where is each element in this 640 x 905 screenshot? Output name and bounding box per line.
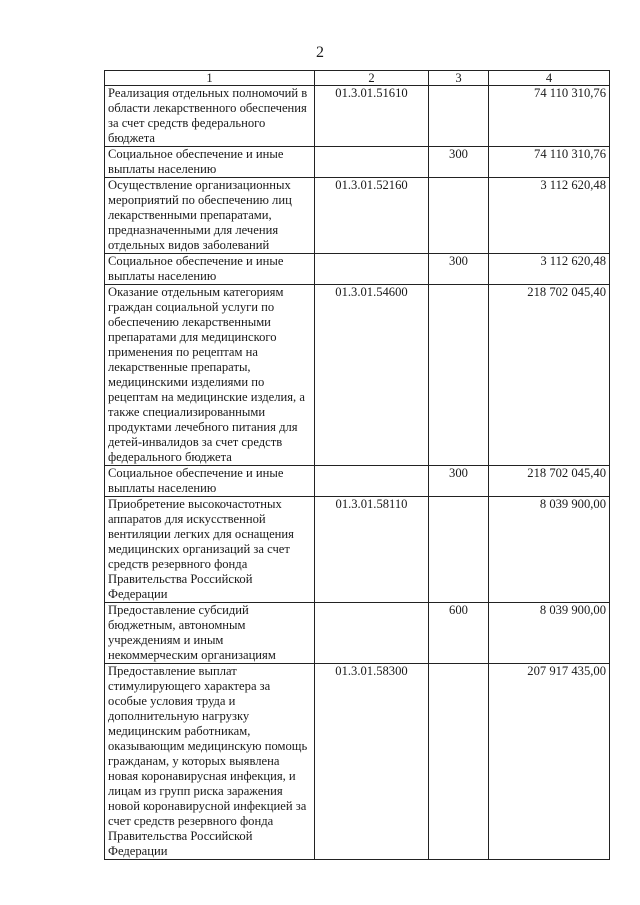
row-name: Социальное обеспечение и иные выплаты населению bbox=[105, 466, 315, 497]
page-number: 2 bbox=[316, 44, 324, 61]
row-amount: 218 702 045,40 bbox=[489, 285, 610, 466]
budget-table bbox=[104, 70, 610, 860]
row-name: Социальное обеспечение и иные выплаты населению bbox=[105, 254, 315, 285]
row-expense-type: 300 bbox=[429, 466, 489, 497]
column-header-1: 1 bbox=[105, 71, 315, 86]
row-code: 01.3.01.52160 bbox=[315, 178, 429, 254]
column-header-3: 3 bbox=[429, 71, 489, 86]
row-code bbox=[315, 147, 429, 178]
table-row bbox=[105, 497, 610, 603]
table-row bbox=[105, 285, 610, 466]
row-amount: 207 917 435,00 bbox=[489, 664, 610, 860]
row-amount: 8 039 900,00 bbox=[489, 603, 610, 664]
row-code bbox=[315, 466, 429, 497]
row-expense-type bbox=[429, 664, 489, 860]
row-expense-type bbox=[429, 86, 489, 147]
row-amount: 3 112 620,48 bbox=[489, 254, 610, 285]
column-header-4: 4 bbox=[489, 71, 610, 86]
row-name: Реализация отдельных полномочий в области лекарственного обеспечения за счет средств федерального бюджета bbox=[105, 86, 315, 147]
row-name: Предоставление выплат стимулирующего характера за особые условия труда и дополнительную нагрузку медицинским работникам, оказывающим медицинскую помощь гражданам, у которых выявлена новая коронавирусная инфекция, и лицам из групп риска заражения новой коронавирусной инфекцией за счет средств резервного фонда Правительства Российской Федерации bbox=[105, 664, 315, 860]
row-name: Социальное обеспечение и иные выплаты населению bbox=[105, 147, 315, 178]
row-code bbox=[315, 254, 429, 285]
row-name: Предоставление субсидий бюджетным, автономным учреждениям и иным некоммерческим организациям bbox=[105, 603, 315, 664]
row-amount: 8 039 900,00 bbox=[489, 497, 610, 603]
table-row bbox=[105, 664, 610, 860]
row-expense-type bbox=[429, 497, 489, 603]
row-amount: 3 112 620,48 bbox=[489, 178, 610, 254]
table-row bbox=[105, 603, 610, 664]
row-name: Оказание отдельным категориям граждан социальной услуги по обеспечению лекарственными препаратами для медицинского применения по рецептам на лекарственные препараты, медицинскими изделиями по рецептам на медицинские изделия, а также специализированными продуктами лечебного питания для детей-инвалидов за счет средств федерального бюджета bbox=[105, 285, 315, 466]
column-header-2: 2 bbox=[315, 71, 429, 86]
row-amount: 218 702 045,40 bbox=[489, 466, 610, 497]
row-expense-type: 600 bbox=[429, 603, 489, 664]
row-code: 01.3.01.58300 bbox=[315, 664, 429, 860]
row-expense-type bbox=[429, 178, 489, 254]
row-expense-type bbox=[429, 285, 489, 466]
row-code: 01.3.01.58110 bbox=[315, 497, 429, 603]
table-row bbox=[105, 178, 610, 254]
row-expense-type: 300 bbox=[429, 254, 489, 285]
row-code: 01.3.01.51610 bbox=[315, 86, 429, 147]
row-amount: 74 110 310,76 bbox=[489, 147, 610, 178]
table-row bbox=[105, 254, 610, 285]
table-row bbox=[105, 86, 610, 147]
row-code: 01.3.01.54600 bbox=[315, 285, 429, 466]
row-name: Осуществление организационных мероприятий по обеспечению лиц лекарственными препаратами, предназначенными для лечения отдельных видов заболеваний bbox=[105, 178, 315, 254]
row-amount: 74 110 310,76 bbox=[489, 86, 610, 147]
row-expense-type: 300 bbox=[429, 147, 489, 178]
table-row bbox=[105, 466, 610, 497]
table-row bbox=[105, 147, 610, 178]
row-name: Приобретение высокочастотных аппаратов для искусственной вентиляции легких для оснащения медицинских организаций за счет средств резервного фонда Правительства Российской Федерации bbox=[105, 497, 315, 603]
row-code bbox=[315, 603, 429, 664]
table-header-row bbox=[105, 71, 610, 86]
